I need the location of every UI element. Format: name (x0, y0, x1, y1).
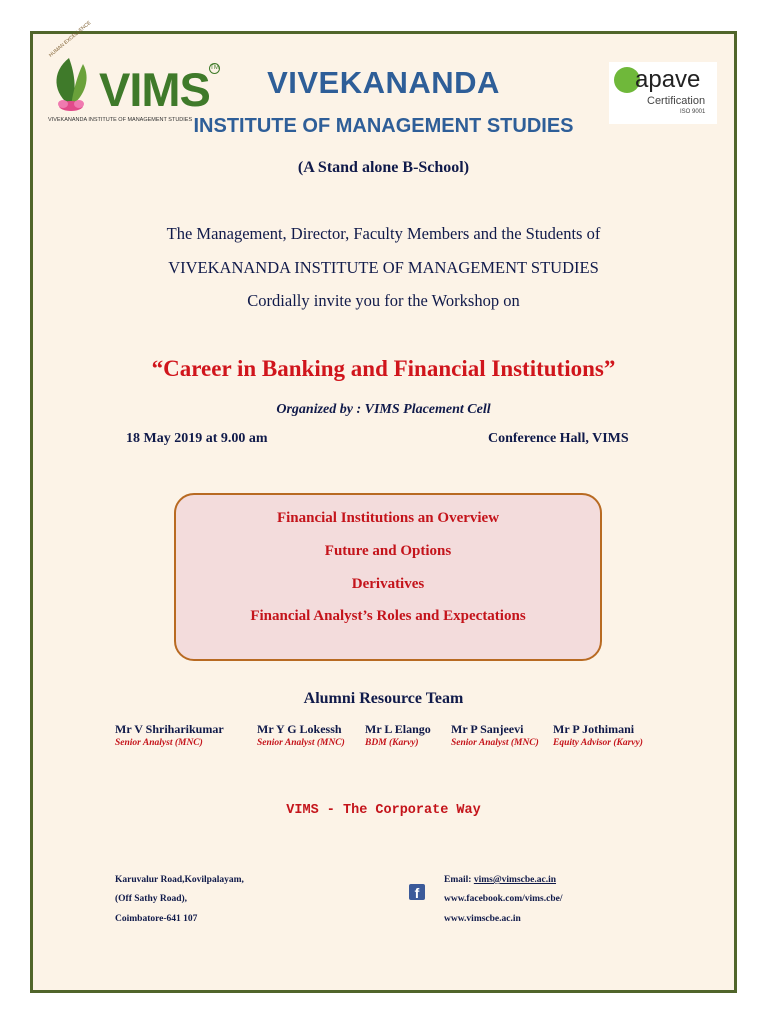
event-date-time: 18 May 2019 at 9.00 am (126, 431, 268, 446)
institute-subtitle: INSTITUTE OF MANAGEMENT STUDIES (193, 115, 574, 137)
alumni-role: Senior Analyst (MNC) (451, 738, 539, 748)
apave-wordmark: apave (635, 66, 701, 93)
logo-subtitle: VIVEKANANDA INSTITUTE OF MANAGEMENT STUDIES (48, 117, 193, 123)
logo-arc-text: HUMAN EXCELLENCE (48, 20, 93, 59)
website-link[interactable]: www.vimscbe.ac.in (444, 914, 521, 924)
address-line-1: Karuvalur Road,Kovilpalayam, (115, 875, 244, 885)
email-link[interactable]: vims@vimscbe.ac.in (473, 875, 557, 885)
standalone-note: (A Stand alone B-School) (297, 159, 470, 176)
facebook-icon[interactable]: f (409, 884, 425, 900)
logo-wordmark: VIMS (99, 63, 210, 116)
facebook-link[interactable]: www.facebook.com/vims.cbe/ (444, 894, 563, 904)
topics-box (174, 493, 602, 661)
topic-item: Financial Analyst’s Roles and Expectations (250, 608, 526, 624)
alumni-name: Mr P Jothimani (553, 722, 635, 736)
alumni-role: Equity Advisor (Karvy) (553, 738, 643, 748)
topic-item: Derivatives (351, 576, 425, 592)
trademark-badge: TM (209, 63, 220, 74)
alumni-member (257, 722, 345, 748)
alumni-member (115, 722, 224, 748)
alumni-role: BDM (Karvy) (365, 738, 419, 748)
iso-label: ISO 9001 (680, 109, 706, 115)
certification-label: Certification (647, 95, 706, 107)
organized-by: Organized by : VIMS Placement Cell (276, 402, 491, 417)
apave-certification-logo (609, 62, 717, 124)
alumni-name: Mr L Elango (365, 722, 431, 736)
tagline: VIMS - The Corporate Way (286, 803, 481, 818)
alumni-name: Mr V Shriharikumar (115, 722, 224, 736)
alumni-role: Senior Analyst (MNC) (257, 738, 345, 748)
alumni-role: Senior Analyst (MNC) (115, 738, 203, 748)
alumni-member (451, 722, 539, 748)
intro-line-2: VIVEKANANDA INSTITUTE OF MANAGEMENT STUDIES (168, 258, 599, 277)
workshop-title: “Career in Banking and Financial Institutions” (151, 356, 616, 381)
intro-line-3: Cordially invite you for the Workshop on (247, 291, 520, 310)
email-line (444, 875, 556, 885)
event-venue: Conference Hall, VIMS (488, 431, 629, 446)
address-line-3: Coimbatore-641 107 (115, 914, 198, 924)
institute-title: VIVEKANANDA (267, 65, 500, 100)
topic-item: Financial Institutions an Overview (276, 510, 500, 526)
alumni-name: Mr Y G Lokessh (257, 722, 342, 736)
intro-line-1: The Management, Director, Faculty Members and the Students of (166, 224, 601, 243)
topic-item: Future and Options (324, 543, 452, 559)
alumni-member (365, 722, 431, 748)
email-label: Email: (444, 875, 472, 885)
address-line-2: (Off Sathy Road), (115, 894, 188, 904)
alumni-member (553, 722, 643, 748)
alumni-name: Mr P Sanjeevi (451, 722, 524, 736)
invitation-page (30, 20, 737, 993)
alumni-heading: Alumni Resource Team (303, 690, 464, 707)
